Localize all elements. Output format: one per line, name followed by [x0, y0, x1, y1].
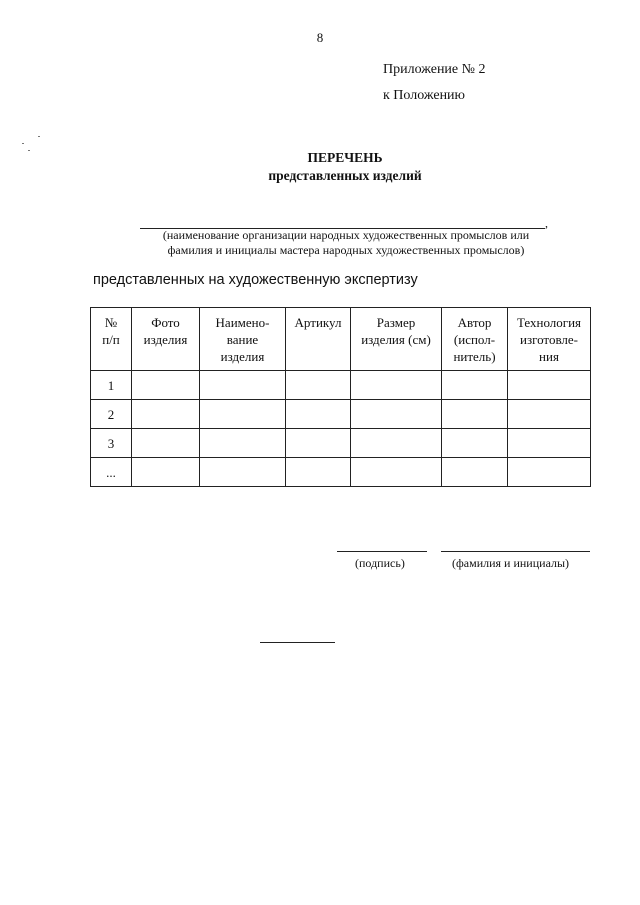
table-cell — [286, 458, 351, 487]
table-header-row — [91, 308, 591, 371]
row-number-cell: 3 — [91, 429, 132, 458]
table-row — [91, 400, 591, 429]
footer-separator — [260, 642, 335, 643]
scan-speck — [28, 150, 30, 151]
table-cell — [132, 371, 200, 400]
name-line — [441, 551, 590, 552]
table-cell — [286, 371, 351, 400]
table-cell — [442, 429, 508, 458]
table-cell — [508, 429, 591, 458]
table-cell — [351, 458, 442, 487]
column-header-article: Артикул — [286, 308, 351, 371]
table-cell — [508, 400, 591, 429]
column-header-photo: Фото изделия — [132, 308, 200, 371]
organization-line-mark: , — [545, 216, 548, 230]
table-cell — [132, 400, 200, 429]
table-cell — [508, 371, 591, 400]
organization-caption-line: фамилия и инициалы мастера народных художественных промыслов) — [167, 243, 525, 257]
table-cell — [442, 371, 508, 400]
table-cell — [351, 429, 442, 458]
submitted-label: представленных на художественную экспертизу — [93, 272, 418, 288]
page-number: 8 — [316, 30, 324, 45]
appendix-reference: к Положению — [383, 88, 466, 103]
table-row — [91, 371, 591, 400]
table-cell — [132, 429, 200, 458]
column-header-technology: Технология изготовле- ния — [508, 308, 591, 371]
row-number-cell: 2 — [91, 400, 132, 429]
table-cell — [200, 429, 286, 458]
row-number-cell: 1 — [91, 371, 132, 400]
scan-speck — [22, 143, 24, 144]
column-header-size: Размер изделия (см) — [351, 308, 442, 371]
organization-caption-line: (наименование организации народных художественных промыслов или — [162, 228, 530, 242]
organization-caption — [130, 228, 562, 258]
table-row — [91, 429, 591, 458]
table-cell — [442, 400, 508, 429]
table-cell — [200, 371, 286, 400]
table-cell — [200, 458, 286, 487]
table-cell — [286, 400, 351, 429]
document-subtitle: представленных изделий — [268, 168, 422, 183]
column-header-name: Наимено- вание изделия — [200, 308, 286, 371]
column-header-author: Автор (испол- нитель) — [442, 308, 508, 371]
items-table — [90, 307, 591, 487]
appendix-line: Приложение № 2 — [383, 62, 486, 77]
table-cell — [132, 458, 200, 487]
table-cell — [200, 400, 286, 429]
document-title: ПЕРЕЧЕНЬ — [307, 150, 383, 165]
column-header-number: № п/п — [91, 308, 132, 371]
signature-caption: (подпись) — [355, 556, 405, 570]
row-number-cell: ... — [91, 458, 132, 487]
table-cell — [442, 458, 508, 487]
signature-line — [337, 551, 427, 552]
name-caption: (фамилия и инициалы) — [452, 556, 570, 570]
table-cell — [286, 429, 351, 458]
table-cell — [508, 458, 591, 487]
table-cell — [351, 371, 442, 400]
scan-speck — [38, 136, 40, 137]
table-row — [91, 458, 591, 487]
table-cell — [351, 400, 442, 429]
